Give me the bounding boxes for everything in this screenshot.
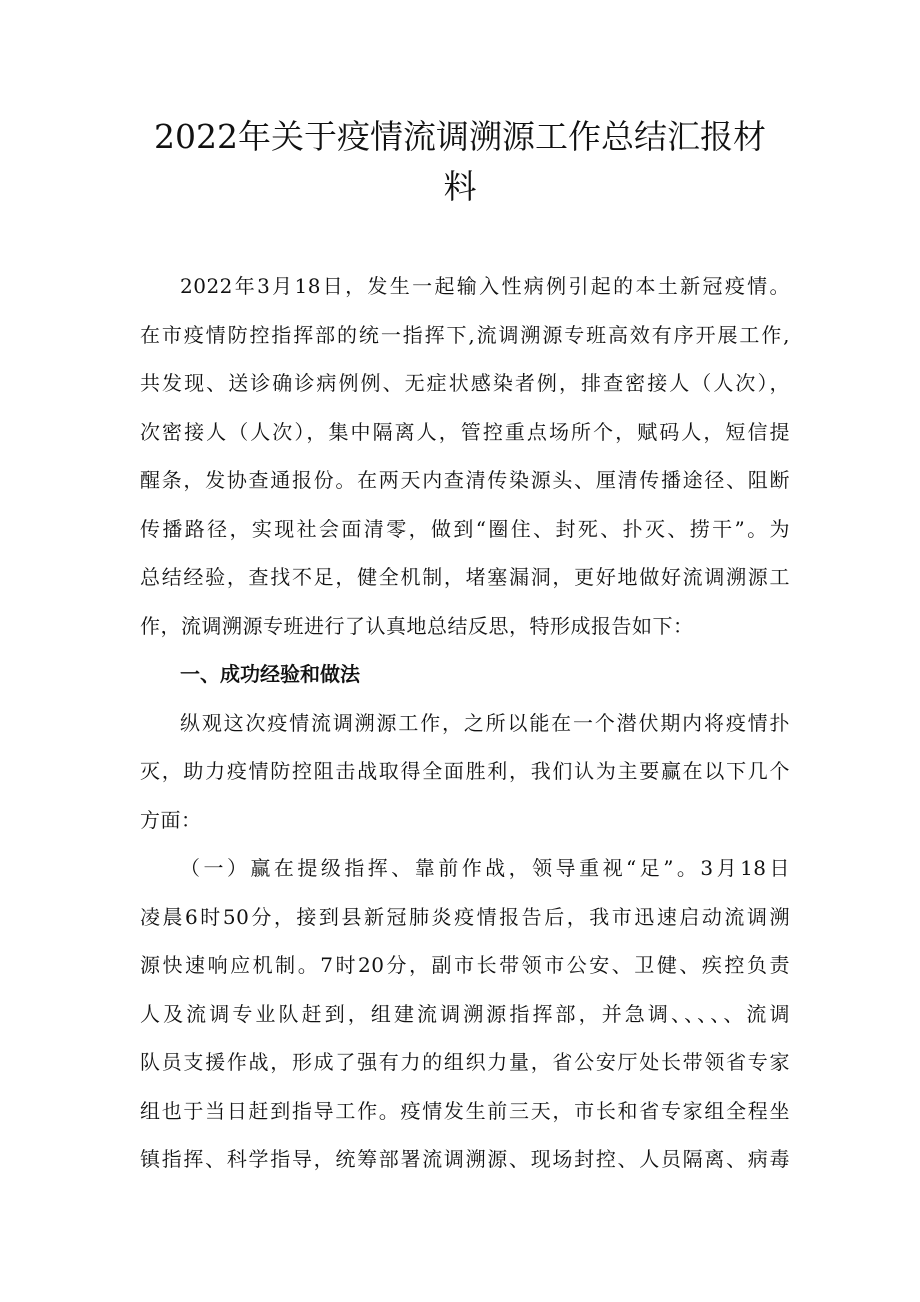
document-body	[140, 262, 790, 1184]
document-title	[120, 112, 800, 212]
text-line: 总结经验，查找不足，健全机制，堵塞漏洞，更好地做好流调溯源工	[140, 565, 790, 589]
text-line: 在市疫情防控指挥部的统一指挥下,流调溯源专班高效有序开展工作,	[140, 322, 790, 347]
section-heading: 一、成功经验和做法	[180, 662, 360, 686]
paragraph-intro	[140, 262, 790, 650]
text-line: 作，流调溯源专班进行了认真地总结反思，特形成报告如下：	[140, 613, 694, 638]
text-line: 源快速响应机制。7时20分，副市长带领市公安、卫健、疾控负责	[140, 953, 790, 977]
text-line: 共发现、送诊确诊病例例、无症状感染者例，排查密接人（人次），	[140, 371, 790, 395]
text-line: 凌晨6时50分，接到县新冠肺炎疫情报告后，我市迅速启动流调溯	[140, 904, 790, 929]
title-line-1: 2022年关于疫情流调溯源工作总结汇报材	[154, 117, 766, 156]
paragraph-overview	[140, 699, 790, 845]
text-line: 队员支援作战，形成了强有力的组织力量，省公安厅处长带领省专家	[140, 1050, 790, 1074]
text-line: （一）赢在提级指挥、靠前作战，领导重视“足”。3月18日	[180, 856, 790, 880]
text-line: 组也于当日赶到指导工作。疫情发生前三天，市长和省专家组全程坐	[140, 1098, 790, 1123]
text-line: 人及流调专业队赶到，组建流调溯源指挥部，并急调、、、、、流调	[140, 1001, 790, 1026]
text-line: 镇指挥、科学指导，统筹部署流调溯源、现场封控、人员隔离、病毒	[140, 1147, 790, 1171]
text-line: 醒条，发协查通报份。在两天内查清传染源头、厘清传播途径、阻断	[140, 468, 790, 492]
paragraph-leadership	[140, 844, 790, 1184]
text-line: 灭，助力疫情防控阻击战取得全面胜利，我们认为主要赢在以下几个	[140, 759, 790, 783]
text-line: 2022年3月18日，发生一起输入性病例引起的本土新冠疫情。	[180, 274, 790, 298]
text-line: 方面：	[140, 807, 202, 832]
text-line: 纵观这次疫情流调溯源工作，之所以能在一个潜伏期内将疫情扑	[180, 710, 790, 735]
text-line: 次密接人（人次），集中隔离人，管控重点场所个，赋码人，短信提	[140, 419, 790, 444]
title-line-2: 料	[443, 167, 477, 206]
text-line: 传播路径，实现社会面清零，做到“圈住、封死、扑灭、捞干”。为	[140, 516, 790, 541]
